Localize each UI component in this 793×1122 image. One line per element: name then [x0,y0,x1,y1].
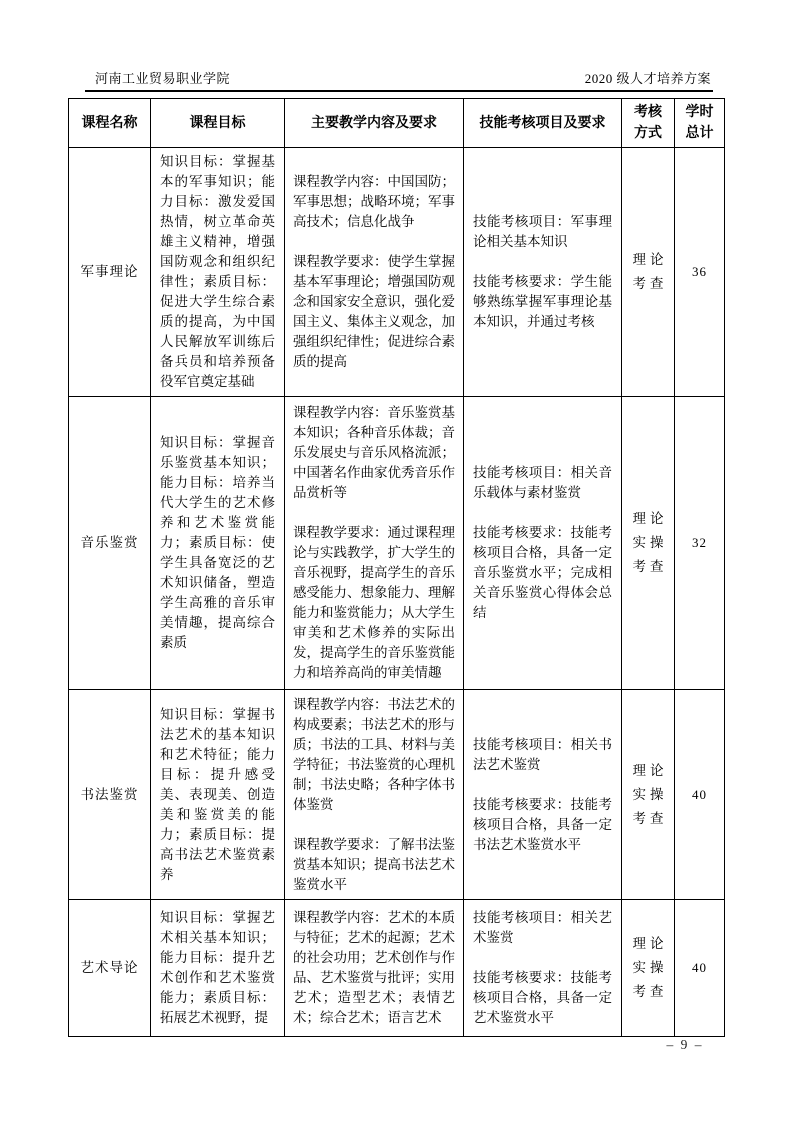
assessment-method-cell: 理论 实操 考查 [622,397,675,690]
skill-assessment-cell [464,148,622,397]
col-header-course-name: 课程名称 [69,99,151,148]
col-header-total-hours: 学时 总计 [675,99,725,148]
course-name-cell: 书法鉴赏 [69,690,151,900]
teaching-content-text: 课程教学内容：中国国防；军事思想；战略环境；军事高技术；信息化战争 [293,174,455,229]
skill-assessment-cell [464,900,622,1037]
col-header-skill-assessment: 技能考核项目及要求 [464,99,622,148]
teaching-content-text: 课程教学内容：书法艺术的构成要素；书法艺术的形与质；书法的工具、材料与美学特征；书法鉴赏的心理机制；书法史略；各种字体书体鉴赏 [293,696,455,812]
teaching-content-cell [285,148,464,397]
teaching-content-text: 课程教学内容：音乐鉴赏基本知识；各种音乐体裁；音乐发展史与音乐风格流派；中国著名作曲家优秀音乐作品赏析等 [293,405,455,500]
total-hours-cell: 40 [675,900,725,1037]
assessment-requirement-text: 技能考核要求：技能考核项目合格，具备一定书法艺术鉴赏水平 [473,796,612,852]
teaching-content-cell [285,690,464,900]
assessment-item-text: 技能考核项目：相关音乐载体与素材鉴赏 [473,465,612,500]
skill-assessment-cell [464,690,622,900]
table-row-calligraphy-appreciation [69,690,725,900]
assessment-item-text: 技能考核项目：军事理论相关基本知识 [473,214,612,249]
course-name-cell: 军事理论 [69,148,151,397]
course-table [68,98,725,1037]
assessment-item-text: 技能考核项目：相关艺术鉴赏 [473,910,612,945]
table-row-introduction-to-art [69,900,725,1037]
total-hours-cell: 36 [675,148,725,397]
assessment-method-cell: 理论 实操 考查 [622,900,675,1037]
teaching-content-cell [285,397,464,690]
total-hours-cell: 40 [675,690,725,900]
header-rule [85,90,713,92]
total-hours-cell: 32 [675,397,725,690]
course-objectives-cell [151,690,285,900]
page-number: – 9 – [666,1037,704,1052]
objectives-text: 知识目标：掌握艺术相关基本知识；能力目标：提升艺术创作和艺术鉴赏能力；素质目标：拓展艺术视野，提 [160,910,275,1025]
school-name: 河南工业贸易职业学院 [95,71,231,86]
teaching-requirement-text: 课程教学要求：使学生掌握基本军事理论；增强国防观念和国家安全意识，强化爱国主义、集体主义观念，加强组织纪律性；促进综合素质的提高 [293,254,455,369]
assessment-method-cell: 理论 实操 考查 [622,690,675,900]
assessment-requirement-text: 技能考核要求：技能考核项目合格，具备一定音乐鉴赏水平；完成相关音乐鉴赏心得体会总结 [473,525,612,620]
skill-assessment-cell [464,397,622,690]
course-name-cell: 音乐鉴赏 [69,397,151,690]
objectives-text: 知识目标：掌握书法艺术的基本知识和艺术特征；能力目标：提升感受美、表现美、创造美和鉴赏美的能力；素质目标：提高书法艺术鉴赏素养 [160,706,275,882]
training-plan-title: 2020 级人才培养方案 [584,71,711,86]
teaching-requirement-text: 课程教学要求：了解书法鉴赏基本知识；提高书法艺术鉴赏水平 [293,836,455,892]
course-name-cell: 艺术导论 [69,900,151,1037]
assessment-method-cell: 理论 考查 [622,148,675,397]
table-row-military-theory [69,148,725,397]
course-objectives-cell [151,900,285,1037]
course-objectives-cell [151,397,285,690]
assessment-item-text: 技能考核项目：相关书法艺术鉴赏 [473,736,612,772]
assessment-requirement-text: 技能考核要求：技能考核项目合格，具备一定艺术鉴赏水平 [473,970,612,1025]
col-header-course-objectives: 课程目标 [151,99,285,148]
objectives-text: 知识目标：掌握音乐鉴赏基本知识；能力目标：培养当代大学生的艺术修养和艺术鉴赏能力；素质目标：使学生具备宽泛的艺术知识储备，塑造学生高雅的音乐审美情趣，提高综合素质 [160,435,275,650]
objectives-text: 知识目标：掌握基本的军事知识；能力目标：激发爱国热情，树立革命英雄主义精神，增强国防观念和组织纪律性；素质目标：促进大学生综合素质的提高，为中国人民解放军训练后备兵员和培养预备役军官奠定基础 [160,154,275,389]
course-objectives-cell [151,148,285,397]
table-header-row [69,99,725,148]
teaching-content-text: 课程教学内容：艺术的本质与特征；艺术的起源；艺术的社会功用；艺术创作与作品、艺术鉴赏与批评；实用艺术；造型艺术；表情艺术；综合艺术；语言艺术 [293,910,455,1025]
assessment-requirement-text: 技能考核要求：学生能够熟练掌握军事理论基本知识，并通过考核 [473,274,612,329]
teaching-content-cell [285,900,464,1037]
teaching-requirement-text: 课程教学要求：通过课程理论与实践教学，扩大学生的音乐视野，提高学生的音乐感受能力、想象能力、理解能力和鉴赏能力；从大学生审美和艺术修养的实际出发，提高学生的音乐鉴赏能力和培养高尚的审美情趣 [293,525,455,680]
table-row-music-appreciation [69,397,725,690]
col-header-assessment-method: 考核 方式 [622,99,675,148]
col-header-teaching-content: 主要教学内容及要求 [285,99,464,148]
